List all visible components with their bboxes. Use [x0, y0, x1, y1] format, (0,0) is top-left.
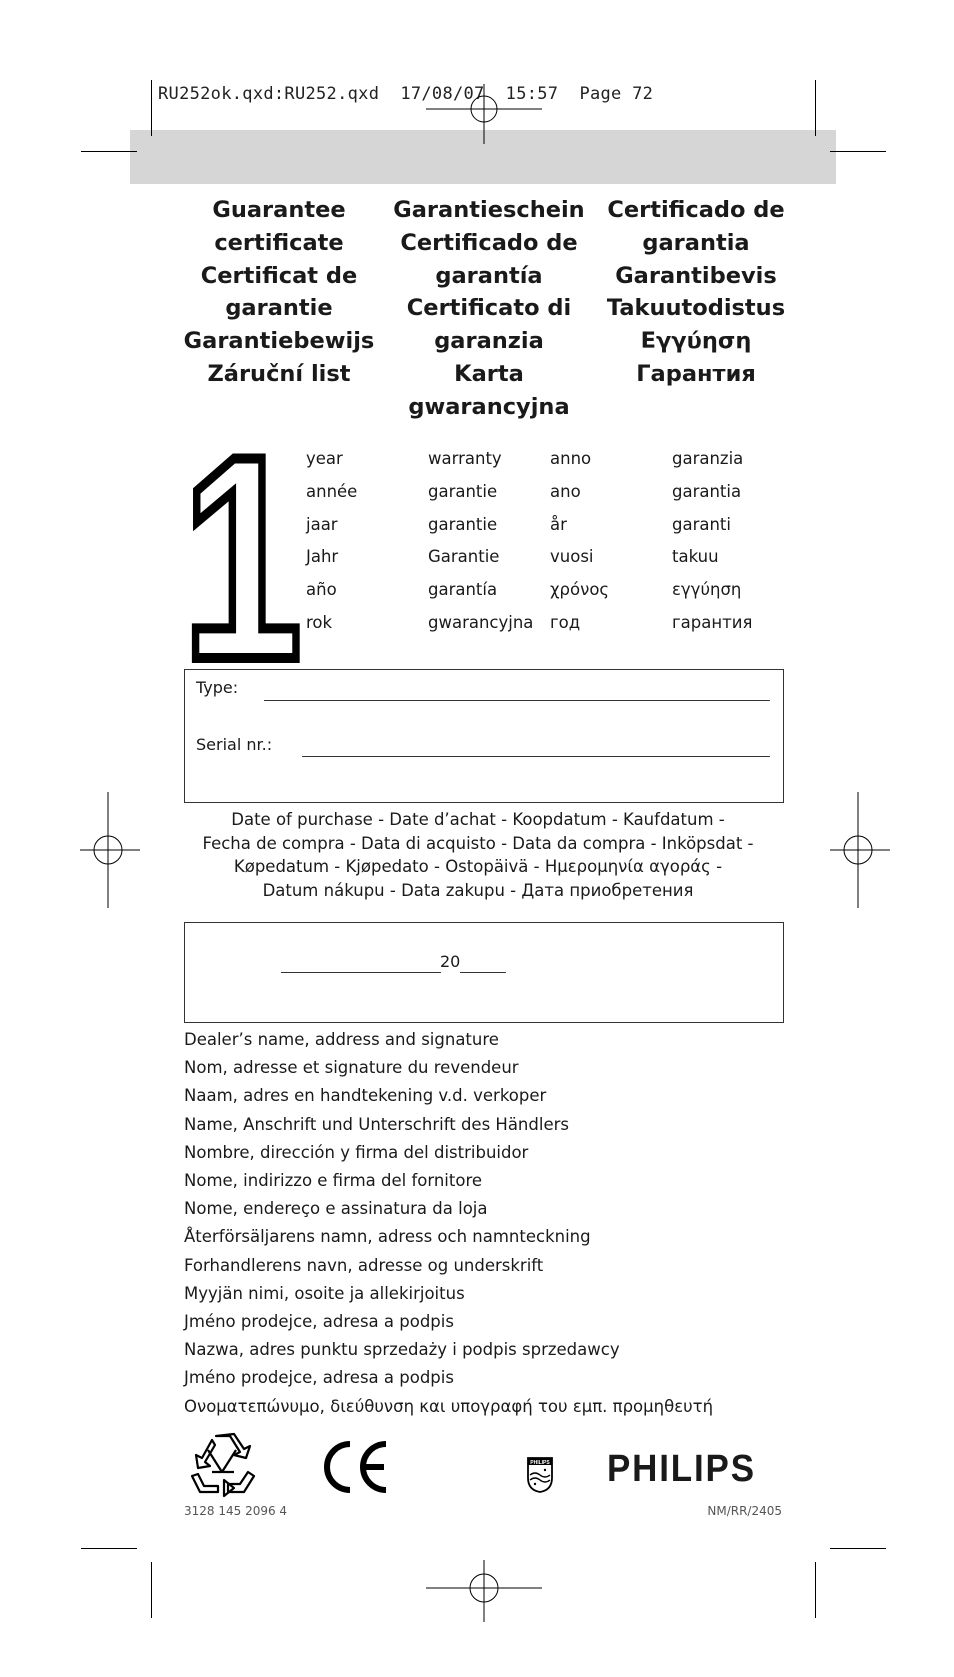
term: year — [306, 449, 343, 468]
title-line: Garantibevis — [615, 262, 777, 289]
product-code: 3128 145 2096 4 — [184, 1504, 288, 1518]
crop-mark — [81, 151, 137, 152]
ce-mark-icon — [318, 1440, 394, 1494]
dealer-line: Jméno prodejce, adresa a podpis — [184, 1312, 454, 1332]
term: anno — [550, 449, 592, 468]
caption-line: Datum nákupu - Data zakupu - Дата приобретения — [262, 880, 694, 900]
big-number-one — [180, 446, 310, 668]
registration-mark-left — [80, 792, 140, 908]
title-line: Certificado de — [400, 229, 578, 256]
type-field[interactable] — [264, 700, 770, 701]
dealer-line: Nombre, dirección y firma del distribuidor — [184, 1142, 529, 1162]
registration-mark-right — [830, 792, 890, 908]
term: warranty — [428, 449, 502, 468]
crop-mark — [815, 80, 816, 136]
crop-mark — [151, 1562, 152, 1618]
big-number-text: 1 — [182, 446, 302, 668]
slug-page: Page 72 — [579, 84, 654, 104]
term: garanzia — [672, 449, 744, 468]
dealer-line: Nazwa, adres punktu sprzedaży i podpis sprzedawcy — [184, 1340, 620, 1360]
warranty-terms-col-c — [550, 443, 609, 640]
term: garantía — [428, 580, 498, 600]
term: garantia — [672, 481, 742, 501]
title-column-2 — [386, 194, 592, 424]
title-line: Certificado de — [607, 197, 785, 223]
term: гарантия — [672, 612, 753, 632]
term: rok — [306, 612, 333, 632]
dealer-line: Nom, adresse et signature du revendeur — [184, 1058, 519, 1078]
dealer-signature-labels — [184, 1026, 713, 1421]
serial-label: Serial nr.: — [196, 735, 273, 754]
warranty-terms-col-a — [306, 443, 357, 640]
serial-field[interactable] — [302, 756, 770, 757]
title-line: Garantieschein — [393, 197, 585, 223]
term: año — [306, 580, 337, 600]
warranty-terms-col-b — [428, 443, 533, 640]
term: εγγύηση — [672, 580, 742, 600]
slug-date: 17/08/07 — [400, 84, 485, 104]
dealer-line: Nome, endereço e assinatura da loja — [184, 1199, 488, 1219]
title-column-3 — [596, 194, 796, 391]
title-column-1 — [176, 194, 382, 391]
dealer-line: Myyjän nimi, osoite ja allekirjoitus — [184, 1283, 465, 1303]
title-line: Certificat de — [200, 262, 358, 289]
crop-mark — [151, 80, 152, 136]
document-code: NM/RR/2405 — [707, 1504, 782, 1518]
date-year-prefix: 20 — [440, 952, 461, 971]
crop-mark — [830, 151, 886, 152]
dealer-line: Återförsäljarens namn, adress och namnteckning — [184, 1227, 591, 1247]
philips-wordmark: PHILIPS — [607, 1448, 756, 1490]
title-line: Karta — [454, 360, 524, 387]
caption-line: Fecha de compra - Data di acquisto - Data da compra - Inköpsdat - — [202, 833, 754, 853]
title-line: Гарантия — [636, 360, 756, 387]
title-line: garantie — [225, 295, 333, 322]
title-line: garantia — [642, 229, 750, 256]
philips-shield-icon — [526, 1456, 554, 1494]
title-line: certificate — [214, 229, 344, 256]
title-line: Garantiebewijs — [183, 328, 375, 355]
title-line: Takuutodistus — [606, 295, 786, 322]
term: год — [550, 612, 581, 632]
slug-time: 15:57 — [505, 84, 559, 104]
dealer-line: Dealer’s name, address and signature — [184, 1030, 499, 1049]
registration-mark-top — [426, 84, 542, 154]
registration-mark-bottom — [426, 1560, 542, 1622]
ce-mark-text: CE — [318, 1440, 320, 1441]
title-line: Guarantee — [212, 197, 346, 223]
title-line: garanzia — [434, 328, 544, 355]
slug-line — [158, 84, 653, 104]
product-info-box — [184, 669, 784, 803]
dealer-line: Name, Anschrift und Unterschrift des Händlers — [184, 1114, 569, 1134]
recycle-icon — [188, 1432, 258, 1498]
term: vuosi — [550, 547, 594, 567]
date-day-month-field[interactable] — [281, 972, 441, 973]
dealer-line: Nome, indirizzo e firma del fornitore — [184, 1171, 483, 1191]
shield-text: PHILIPS — [530, 1460, 550, 1466]
dealer-line: Ονοματεπώνυμο, διεύθυνση και υπογραφή του εμπ. προμηθευτή — [184, 1396, 714, 1416]
title-line: gwarancyjna — [408, 393, 570, 420]
dealer-line: Forhandlerens navn, adresse og underskrift — [184, 1255, 544, 1275]
title-line: Záruční list — [207, 360, 351, 387]
term: Jahr — [306, 547, 339, 567]
crop-mark — [81, 1548, 137, 1549]
term: jaar — [306, 514, 338, 534]
title-line: garantía — [435, 262, 543, 289]
term: garantie — [428, 481, 498, 501]
caption-line: Date of purchase - Date d’achat - Koopdatum - Kaufdatum - — [231, 810, 725, 829]
title-line: Certificato di — [406, 295, 572, 322]
term: år — [550, 514, 567, 534]
term: Garantie — [428, 547, 500, 567]
date-of-purchase-caption — [186, 808, 770, 902]
term: ano — [550, 481, 581, 501]
slug-filename: RU252ok.qxd:RU252.qxd — [158, 84, 380, 104]
date-year-field[interactable] — [460, 972, 506, 973]
term: année — [306, 481, 358, 501]
caption-line: Køpedatum - Kjøpedato - Ostopäivä - Ημερομηνία αγοράς - — [233, 857, 723, 876]
term: χρόνος — [550, 580, 610, 600]
warranty-terms-col-d — [672, 443, 752, 640]
title-line: Εγγύηση — [640, 328, 752, 355]
term: garantie — [428, 514, 498, 534]
crop-mark — [830, 1548, 886, 1549]
dealer-line: Naam, adres en handtekening v.d. verkoper — [184, 1086, 547, 1106]
term: gwarancyjna — [428, 612, 534, 632]
crop-mark — [815, 1562, 816, 1618]
term: garanti — [672, 514, 731, 534]
type-label: Type: — [196, 678, 239, 697]
term: takuu — [672, 547, 719, 567]
dealer-line: Jméno prodejce, adresa a podpis — [184, 1368, 454, 1388]
